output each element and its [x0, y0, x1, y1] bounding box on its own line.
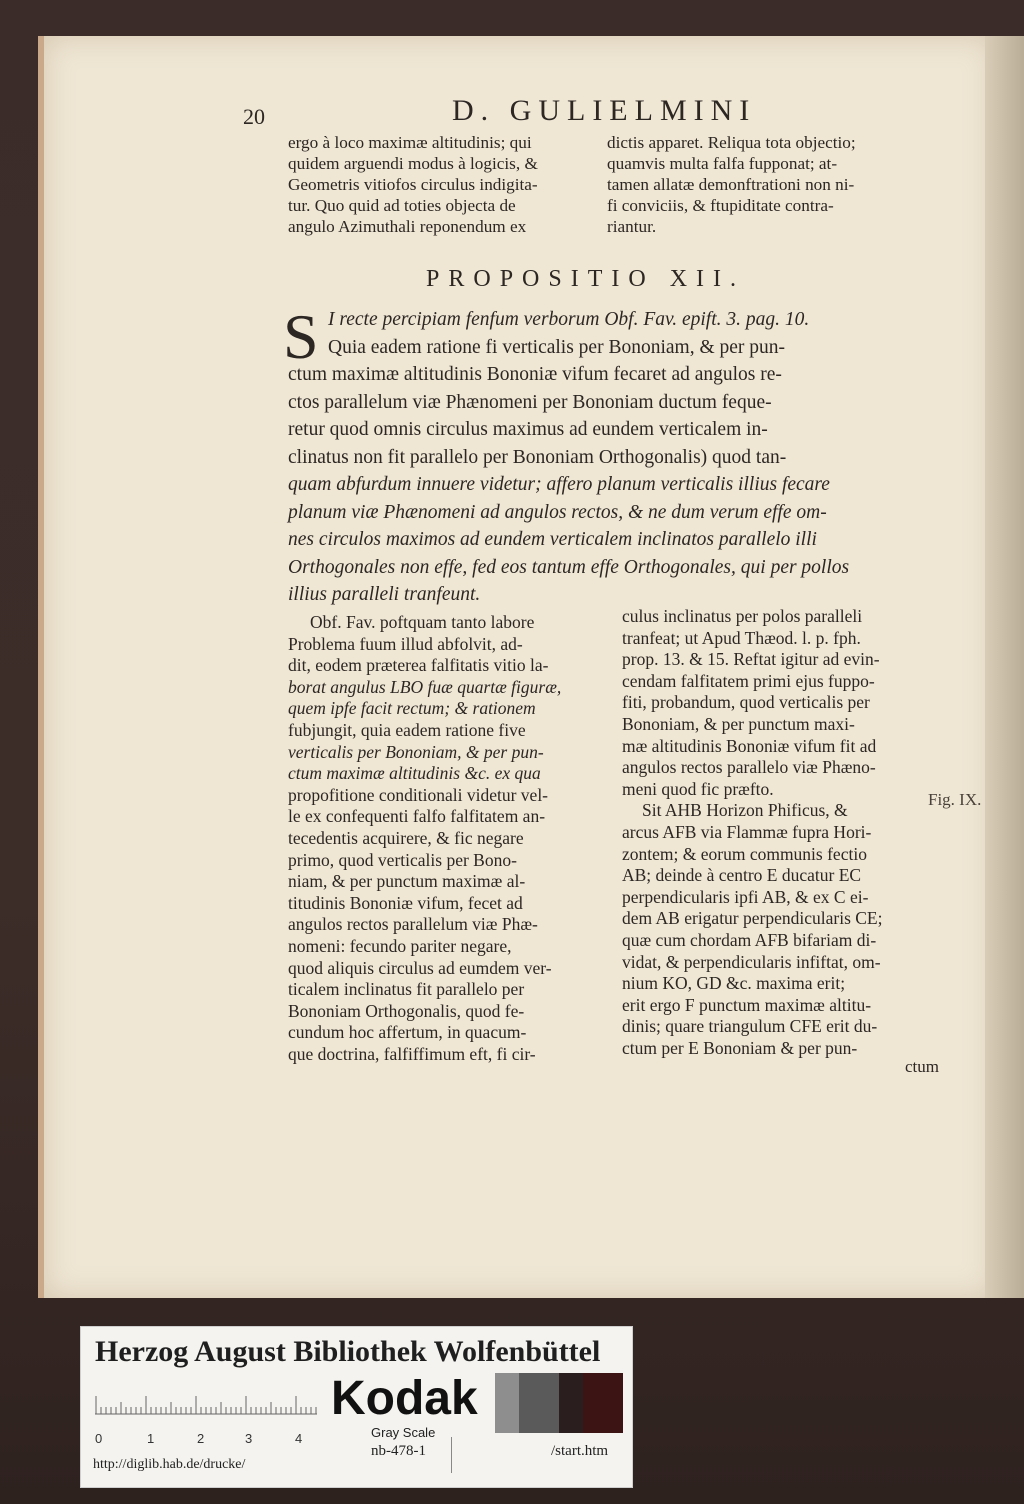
- text-line: quem ipfe facit rectum; & rationem: [288, 698, 536, 719]
- text-line: ergo à loco maximæ altitudinis; qui: [288, 133, 532, 152]
- text-line: clinatus non fit parallelo per Bononiam Orthogonalis) quod tan-: [288, 446, 787, 468]
- text-line: nium KO, GD &c. maxima erit;: [622, 973, 846, 994]
- text-line: arcus AFB via Flammæ fupra Hori-: [622, 821, 872, 842]
- text-line: Bononiam Orthogonalis, quod fe-: [288, 1000, 525, 1021]
- drop-cap: S: [283, 301, 319, 372]
- text-line: ctum maximæ altitudinis &c. ex qua: [288, 763, 541, 784]
- swatch: [559, 1373, 583, 1433]
- text-line: illius paralleli tranfeunt.: [288, 584, 481, 605]
- text-line: culus inclinatus per polos paralleli: [622, 606, 863, 626]
- text-line: Bononiam, & per punctum maxi-: [622, 713, 855, 734]
- text-line: tranfeat; ut Apud Thæod. l. p. fph.: [622, 627, 861, 648]
- text-line: quidem arguendi modus à logicis, &: [288, 154, 538, 173]
- text-line: ctum per E Bononiam & per pun-: [622, 1037, 858, 1058]
- text-line: fi conviciis, & ftupiditate contra-: [607, 196, 834, 215]
- library-name: Herzog August Bibliothek Wolfenbüttel: [95, 1335, 601, 1368]
- text-line: angulos rectos parallelum viæ Phæ-: [288, 914, 538, 935]
- text-line: angulos rectos parallelo viæ Phæno-: [622, 757, 876, 778]
- running-head: D. GULIELMINI: [452, 94, 757, 127]
- text-line: fiti, probandum, quod verticalis per: [622, 692, 870, 713]
- text-line: titudinis Bononiæ vifum, fecet ad: [288, 892, 523, 913]
- ruler-number: 3: [245, 1431, 253, 1446]
- text-line: angulo Azimuthali reponendum ex: [288, 217, 527, 236]
- gray-scale-swatches: [495, 1373, 623, 1433]
- text-line: prop. 13. & 15. Reftat igitur ad evin-: [622, 649, 880, 670]
- text-line: cendam falfitatem primi ejus fuppo-: [622, 670, 875, 691]
- text-line: I recte percipiam fenfum verborum Obf. Fav. epift. 3. pag. 10.: [328, 309, 810, 330]
- text-line: primo, quod verticalis per Bono-: [288, 849, 517, 870]
- text-line: erit ergo F punctum maximæ altitu-: [622, 994, 872, 1015]
- ruler-number: 1: [147, 1431, 155, 1446]
- text-line: perpendicularis ipfi AB, & ex C ei-: [622, 886, 869, 907]
- text-line: quæ cum chordam AFB bifariam di-: [622, 929, 877, 950]
- proposition-heading: PROPOSITIO XII.: [426, 266, 746, 292]
- start-link-text: /start.htm: [551, 1443, 609, 1459]
- text-line: Problema fuum illud abfolvit, ad-: [288, 633, 523, 654]
- top-left-column: [288, 132, 538, 237]
- text-line: dem AB erigatur perpendicularis CE;: [622, 908, 883, 929]
- text-line: tur. Quo quid ad toties objecta de: [288, 196, 516, 215]
- shelfmark-id: nb-478-1: [371, 1443, 426, 1459]
- text-line: nes circulos maximos ad eundem verticalem inclinatos parallelo illi: [288, 529, 817, 550]
- text-line: verticalis per Bononiam, & per pun-: [288, 741, 544, 762]
- text-line: ctum maximæ altitudinis Bononiæ vifum fecaret ad angulos re-: [288, 364, 782, 385]
- top-right-column: [607, 132, 856, 237]
- text-line: zontem; & eorum communis fectio: [622, 843, 867, 864]
- swatch: [519, 1373, 559, 1433]
- adjacent-page-edge: [985, 36, 1024, 1298]
- bottom-right-column: [622, 606, 882, 1059]
- text-line: AB; deinde à centro E ducatur EC: [622, 865, 862, 886]
- text-line: niam, & per punctum maximæ al-: [288, 871, 526, 892]
- ruler-scale: [95, 1385, 317, 1415]
- text-line: Geometris vitiofos circulus indigita-: [288, 175, 538, 194]
- text-line: Orthogonales non effe, fed eos tantum effe Orthogonales, qui per pollos: [288, 556, 850, 578]
- swatch: [583, 1373, 623, 1433]
- text-line: dinis; quare triangulum CFE erit du-: [622, 1016, 878, 1037]
- text-line: quod aliquis circulus ad eumdem ver-: [288, 957, 552, 978]
- text-line: ctos parallelum viæ Phænomeni per Bononiam ductum feque-: [288, 391, 772, 413]
- text-line: meni quod fic præfto.: [622, 778, 774, 799]
- ruler-number: 2: [197, 1431, 205, 1446]
- page-number: 20: [243, 104, 265, 129]
- text-line: tecedentis acquirere, & fic negare: [288, 827, 524, 848]
- gray-scale-label: Gray Scale: [371, 1425, 436, 1440]
- text-line: planum viæ Phænomeni ad angulos rectos, & ne dum verum effe om-: [288, 501, 827, 523]
- ruler-number: 0: [95, 1431, 103, 1446]
- text-line: Obf. Fav. poftquam tanto labore: [310, 612, 535, 632]
- text-line: Quia eadem ratione fi verticalis per Bononiam, & per pun-: [328, 336, 786, 358]
- text-line: ticalem inclinatus fit parallelo per: [288, 979, 525, 1000]
- library-color-card: [80, 1326, 633, 1488]
- text-line: nomeni: fecundo pariter negare,: [288, 935, 512, 956]
- text-line: dit, eodem præterea falfitatis vitio la-: [288, 655, 549, 676]
- bottom-left-column: [288, 612, 562, 1065]
- text-line: propofitione conditionali videtur vel-: [288, 784, 549, 805]
- text-line: tamen allatæ demonftrationi non ni-: [607, 175, 855, 194]
- kodak-logo: Kodak: [331, 1372, 478, 1425]
- text-line: fubjungit, quia eadem ratione five: [288, 719, 526, 740]
- catchword: ctum: [905, 1057, 939, 1076]
- text-line: Sit AHB Horizon Phificus, &: [642, 800, 848, 821]
- text-line: retur quod omnis circulus maximus ad eundem verticalem in-: [288, 419, 768, 440]
- proposition-body: [288, 306, 849, 609]
- text-line: mæ altitudinis Bononiæ vifum fit ad: [622, 735, 877, 756]
- text-line: cundum hoc affertum, in quacum-: [288, 1022, 527, 1043]
- text-line: le ex confequenti falfo falfitatem an-: [288, 806, 546, 827]
- text-line: dictis apparet. Reliqua tota objectio;: [607, 133, 856, 152]
- divider: [451, 1437, 452, 1473]
- text-line: riantur.: [607, 217, 657, 236]
- text-line: que doctrina, falfiffimum eft, fi cir-: [288, 1043, 536, 1064]
- text-line: quam abfurdum innuere videtur; affero planum verticalis illius fecare: [288, 474, 830, 495]
- margin-note: Fig. IX.: [928, 790, 982, 809]
- text-line: vidat, & perpendicularis infiftat, om-: [622, 951, 881, 972]
- digital-library-url: http://diglib.hab.de/drucke/: [93, 1457, 246, 1472]
- swatch: [495, 1373, 519, 1433]
- text-line: quamvis multa falfa fupponat; at-: [607, 154, 838, 173]
- text-line: borat angulus LBO fuæ quartæ figuræ,: [288, 676, 562, 697]
- ruler-number: 4: [295, 1431, 303, 1446]
